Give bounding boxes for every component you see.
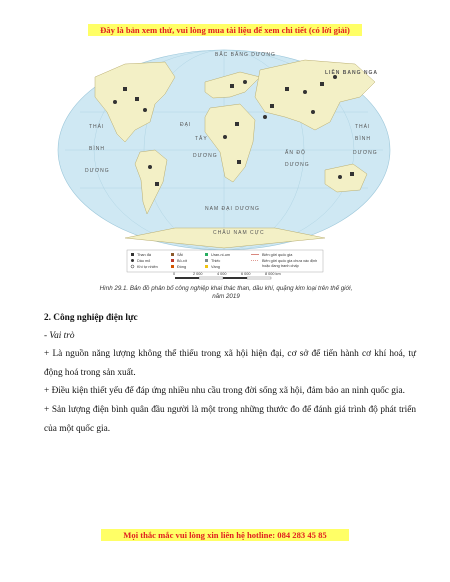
hotline-banner: Mọi thắc mắc vui lòng xin liên hệ hotline: 084 283 45 85	[101, 529, 349, 541]
body-text	[44, 345, 416, 439]
legend-sat: Sắt	[177, 253, 183, 257]
figure-caption	[85, 285, 367, 301]
legend-than-da: Than đá	[137, 253, 151, 257]
label-tbd-right-2: BÌNH	[355, 136, 371, 142]
label-tbd-right-1: THÁI	[355, 124, 371, 130]
legend-dong: Đồng	[177, 265, 187, 269]
label-ado-1: ẤN ĐỘ	[285, 150, 306, 156]
preview-banner: Đây là bản xem thử, vui lòng mua tài liệu để xem chi tiết (có lời giải)	[88, 24, 362, 36]
caption-line-2: năm 2019	[212, 293, 240, 300]
legend-khi-tu-nhien: Khí tự nhiên	[137, 265, 158, 269]
section-heading: 2. Công nghiệp điện lực	[44, 313, 138, 323]
legend-bien-gioi-chua-xac-dinh: Biên giới quốc gia chưa xác định	[262, 259, 318, 263]
caption-line-1: Hình 29.1. Bản đồ phân bố công nghiệp khai thác than, dầu khí, quặng kim loại trên thế giới,	[99, 285, 353, 292]
scale-0: 0	[173, 272, 176, 276]
legend-bien-gioi: Biên giới quốc gia	[262, 253, 293, 257]
legend-tranh-chap: hoặc đang tranh chấp	[262, 264, 299, 268]
world-map-figure	[55, 42, 393, 290]
label-tbd-left-1: THÁI	[89, 124, 105, 130]
legend-bo-xit: Bô-xít	[177, 259, 187, 263]
label-ado-2: DƯƠNG	[285, 162, 310, 168]
legend-uranium: Uran-ni-um	[211, 253, 230, 257]
label-bac-bang-duong: BẮC BĂNG DƯƠNG	[215, 52, 276, 58]
legend-thiec: Thiếc	[211, 259, 221, 263]
scale-8000: 8 000 km	[265, 272, 281, 276]
label-tbd-left-3: DƯƠNG	[85, 168, 110, 174]
scale-2000: 2 000	[193, 272, 203, 276]
label-tbd-left-2: BÌNH	[89, 146, 105, 152]
label-nam-dai-duong: NAM ĐẠI DƯƠNG	[205, 206, 260, 212]
label-dtd-1: ĐẠI	[180, 122, 192, 128]
map-legend	[127, 250, 323, 272]
legend-vang: Vàng	[211, 265, 220, 269]
paragraph: + Sản lượng điện bình quân đầu người là một trong những thước đo để đánh giá trình độ phát triển của một quốc gia.	[44, 405, 416, 434]
paragraph: + Điều kiện thiết yếu để đáp ứng nhiều nhu cầu trong đời sống xã hội, đảm bảo an ninh quốc gia.	[44, 386, 405, 397]
scale-6000: 6 000	[241, 272, 251, 276]
paragraph: + Là nguồn năng lượng không thể thiếu trong xã hội hiện đại, cơ sở để tiến hành cơ khí hoá, tự động hoá trong sản xuất.	[44, 349, 416, 378]
label-tbd-right-3: DƯƠNG	[353, 150, 378, 156]
scale-bar	[173, 272, 281, 279]
label-dtd-2: TÂY	[195, 136, 208, 142]
scale-4000: 4 000	[217, 272, 227, 276]
legend-dau-mo: Dầu mỏ	[137, 259, 151, 263]
label-lien-bang-nga: LIÊN BANG NGA	[325, 70, 378, 76]
role-label: - Vai trò	[44, 331, 75, 341]
label-dtd-3: DƯƠNG	[193, 153, 218, 159]
label-chau-nam-cuc: CHÂU NAM CỰC	[213, 230, 265, 236]
